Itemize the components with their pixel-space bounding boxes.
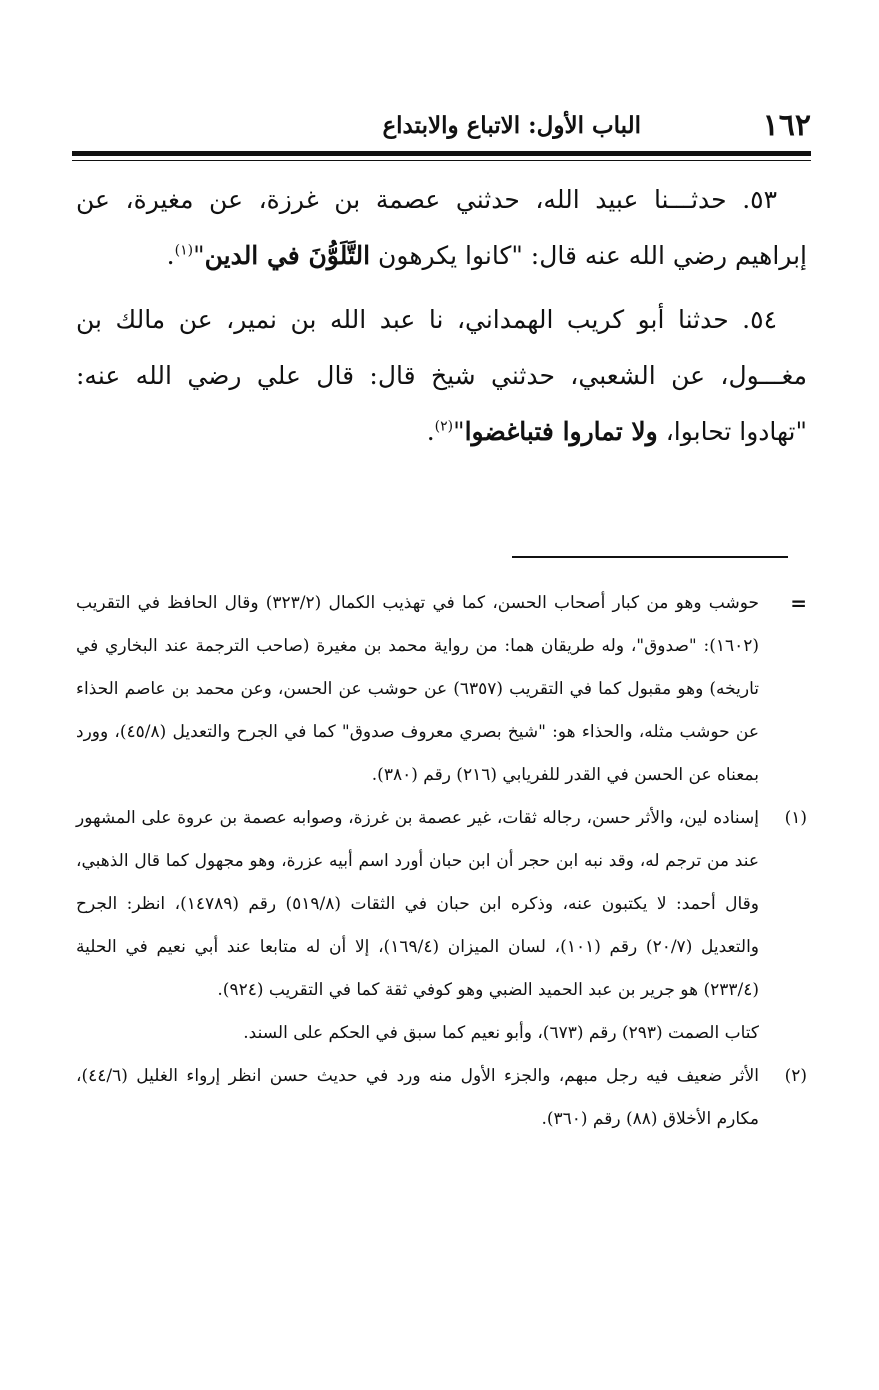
page-header xyxy=(72,106,811,146)
narration-54-text: ٥٤. حدثنا أبو كريب الهمداني، نا عبد الله بن نمير، عن مالك بن مغـــول، عن الشعبي، حدثني شيخ قال: قال علي رضي الله عنه: "تهادوا تحابوا، xyxy=(76,305,807,446)
footnote-2 xyxy=(76,1055,807,1141)
narration-54-end: . xyxy=(426,417,435,446)
narration-54-emphasis: ولا تماروا فتباغضوا xyxy=(464,417,658,446)
footnote-separator xyxy=(512,556,788,558)
page-number: ١٦٢ xyxy=(762,108,811,143)
footnote-continuation xyxy=(76,582,807,797)
narration-53-end: . xyxy=(166,241,175,270)
chapter-title: الباب الأول: الاتباع والابتداع xyxy=(382,112,641,139)
footnote-1-number: (١) xyxy=(784,808,807,828)
narration-53-quote-end: " xyxy=(193,241,205,270)
footnote-ref-2[interactable]: (٢) xyxy=(434,418,454,435)
footnote-ref-1[interactable]: (١) xyxy=(174,242,194,259)
footnote-1-text: إسناده لين، والأثر حسن، رجاله ثقات، غير عصمة بن غرزة، وصوابه عصمة بن عروة على المشهور عند من ترجم له، وقد نبه ابن حجر أن ابن حبان أورد اسم أبيه عزرة، وهو مجهول كما قال الذهبي، وقال أحمد: لا يكتبون عنه، وذكره ابن حبان في الثقات (٥١٩/٨) رقم (١٤٧٨٩)، انظر: الجرح والتعديل (٢٠/٧) رقم (١٠١)، لسان الميزان (١٦٩/٤)، إلا أن له متابعا عند أبي نعيم في الحلية (٢٣٣/٤) هو جرير بن عبد الحميد الضبي وهو كوفي ثقة كما في التقريب (٩٢٤). xyxy=(76,808,760,1000)
footnote-2-text: الأثر ضعيف فيه رجل مبهم، والجزء الأول منه ورد في حديث حسن انظر إرواء الغليل (٤٤/٦)، مكارم الأخلاق (٨٨) رقم (٣٦٠). xyxy=(76,1066,759,1129)
footnote-continuation-text: حوشب وهو من كبار أصحاب الحسن، كما في تهذيب الكمال (٣٢٣/٢) وقال الحافظ في التقريب (١٦٠٢): "صدوق"، وله طريقان هما: من رواية محمد بن مغيرة (صاحب الترجمة عند البخاري في تاريخه) وهو مقبول كما في التقريب (٦٣٥٧) عن حوشب عن الحسن، وعن محمد بن عاصم الحذاء عن حوشب مثله، والحذاء هو: "شيخ بصري معروف صدوق" كما في الجرح والتعديل (٤٥/٨)، وورد بمعناه عن الحسن في القدر للفريابي (٢١٦) رقم (٣٨٠). xyxy=(76,593,760,785)
footnote-1 xyxy=(76,797,807,1012)
main-text xyxy=(76,172,807,468)
footnote-2-number: (٢) xyxy=(784,1066,807,1086)
narration-53-text: ٥٣. حدثـــنا عبيد الله، حدثني عصمة بن غرزة، عن مغيرة، عن إبراهيم رضي الله عنه قال: "كانوا يكرهون xyxy=(76,185,807,270)
narration-53 xyxy=(76,172,807,284)
narration-54-quote-end: " xyxy=(453,417,465,446)
narration-54 xyxy=(76,292,807,460)
header-rule-thin xyxy=(72,160,811,161)
header-rule-thick xyxy=(72,151,811,156)
continuation-mark: = xyxy=(790,591,807,615)
footnote-extra-line: كتاب الصمت (٢٩٣) رقم (٦٧٣)، وأبو نعيم كما سبق في الحكم على السند. xyxy=(243,1023,759,1043)
footnotes xyxy=(76,582,807,1141)
narration-53-emphasis: التَّلَوُّنَ في الدين xyxy=(204,241,371,270)
